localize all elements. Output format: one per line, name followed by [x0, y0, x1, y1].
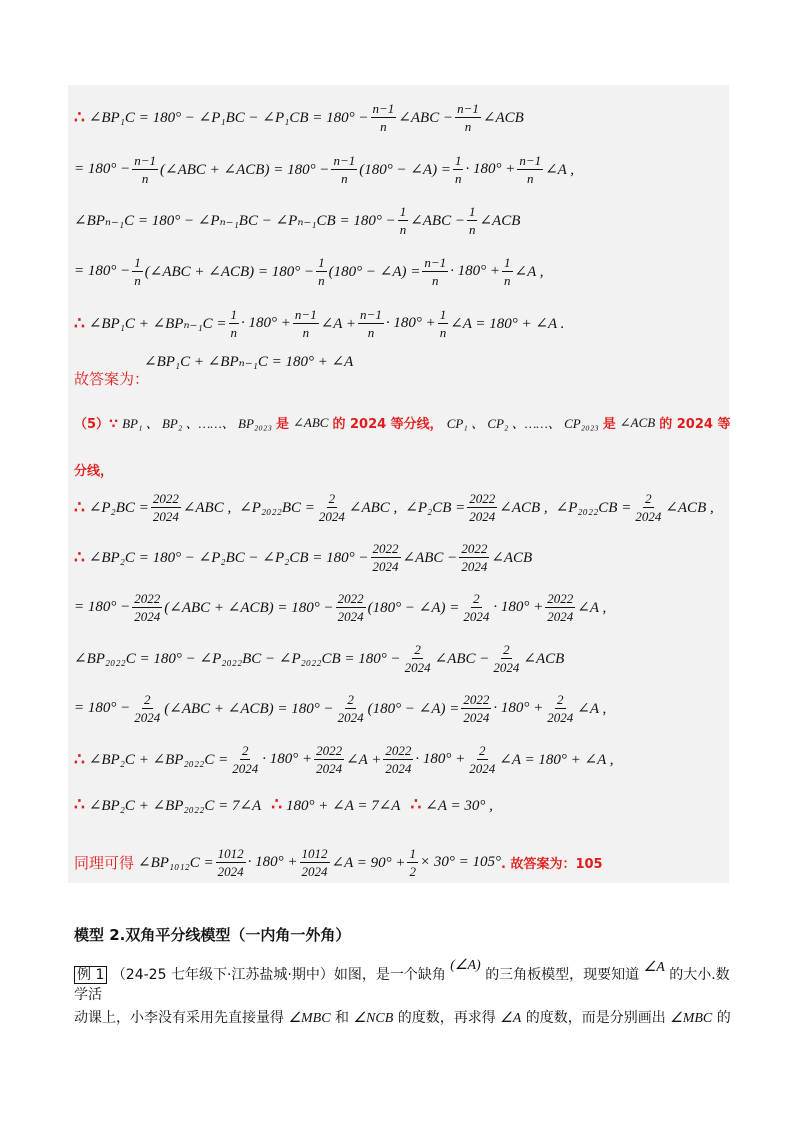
fraction: $\frac{2}{2024}$ — [232, 743, 259, 776]
fraction: $\frac{2022}{2024}$ — [337, 591, 364, 624]
fraction: $\frac{2}{2024}$ — [493, 642, 520, 675]
answer-expr-line: ∠BP₁C + ∠BPₙ₋₁C = 180° + ∠A — [144, 354, 354, 370]
fraction: $\frac{1}{n}$ — [230, 307, 238, 340]
fraction: $\frac{n-1}{n}$ — [372, 101, 395, 134]
eq-line-10: = 180° − $\frac{2022}{2024}$ (∠ABC + ∠ACB) = 180° − $\frac{2022}{2024}$ (180° − ∠A) = $\frac{2}{2024}$ · 180° + $\frac{2022}{2024}$ ∠A , — [74, 591, 607, 624]
fraction: $\frac{2022}{2024}$ — [463, 692, 490, 725]
example-line-1: 例 1 （24-25 七年级下·江苏盐城·期中）如图，是一个缺角 (∠A) 的三角板模型，现要知道 ∠A 的大小.数学活 — [74, 958, 730, 1003]
fraction: $\frac{2}{2024}$ — [134, 692, 161, 725]
fraction: $\frac{1}{n}$ — [454, 153, 462, 186]
fraction: $\frac{1}{n}$ — [399, 204, 407, 237]
fraction: $\frac{n-1}{n}$ — [360, 307, 382, 340]
eq-line-2: = 180° − $\frac{n-1}{n}$ (∠ABC + ∠ACB) = 180° − $\frac{n-1}{n}$ (180° − ∠A) = $\frac{1}{n}$ · 180° + $\frac{n-1}{n}$ ∠A , — [74, 153, 575, 186]
fraction: $\frac{2022}{2024}$ — [372, 541, 399, 574]
eq-line-15: 同理可得 ∠BP₁₀₁₂C = $\frac{1012}{2024}$ · 180° + $\frac{1012}{2024}$ ∠A = 90° + $\frac{1}{2}$ × 30° = 105° . 故答案为：105 — [74, 846, 603, 879]
fraction: $\frac{1}{n}$ — [504, 255, 511, 288]
fraction: $\frac{2022}{2024}$ — [461, 541, 488, 574]
eq-line-3: ∠BPₙ₋₁C = 180° − ∠Pₙ₋₁BC − ∠Pₙ₋₁CB = 180° − $\frac{1}{n}$ ∠ABC − $\frac{1}{n}$ ∠ACB — [74, 204, 521, 237]
fraction: $\frac{2}{2024}$ — [404, 642, 431, 675]
fraction: $\frac{1012}{2024}$ — [217, 846, 244, 879]
fraction: $\frac{2022}{2024}$ — [385, 743, 412, 776]
fraction: $\frac{1}{2}$ — [409, 846, 416, 879]
fraction: $\frac{1012}{2024}$ — [301, 846, 328, 879]
eq-line-1: ∴ ∠BP₁C = 180° − ∠P₁BC − ∠P₁CB = 180° − $\frac{n-1}{n}$ ∠ABC − $\frac{n-1}{n}$ ∠ACB — [74, 101, 524, 134]
fraction: $\frac{2}{2024}$ — [635, 491, 662, 524]
eq-line-5: ∴ ∠BP₁C + ∠BPₙ₋₁C = $\frac{1}{n}$ · 180° + $\frac{n-1}{n}$ ∠A + $\frac{n-1}{n}$ · 180° + $\frac{1}{n}$ ∠A = 180° + ∠A . — [74, 307, 565, 340]
fraction: $\frac{2022}{2024}$ — [316, 743, 343, 776]
eq-line-9: ∴ ∠BP₂C = 180° − ∠P₂BC − ∠P₂CB = 180° − $\frac{2022}{2024}$ ∠ABC − $\frac{2022}{2024}$ ∠ACB — [74, 541, 533, 574]
eq-line-8: ∴ ∠P₂BC = $\frac{2022}{2024}$ ∠ABC , ∠P₂₀₂₂BC = $\frac{2}{2024}$ ∠ABC , ∠P₂CB = $\frac{2022}{2024}$ ∠ACB , ∠P₂₀₂₂CB = $\frac{2}{2024}$ ∠ACB , — [74, 491, 714, 524]
fraction: $\frac{2022}{2024}$ — [469, 491, 496, 524]
fraction: $\frac{1}{n}$ — [134, 255, 141, 288]
fraction: $\frac{n-1}{n}$ — [134, 153, 157, 186]
fraction: $\frac{2022}{2024}$ — [134, 591, 161, 624]
fraction: $\frac{2}{2024}$ — [547, 692, 574, 725]
eq-line-12: = 180° − $\frac{2}{2024}$ (∠ABC + ∠ACB) = 180° − $\frac{2}{2024}$ (180° − ∠A) = $\frac{2022}{2024}$ · 180° + $\frac{2}{2024}$ ∠A , — [74, 692, 607, 725]
answer-label: 故答案为： — [74, 370, 150, 388]
eq-line-14: ∴ ∠BP₂C + ∠BP₂₀₂₂C = 7∠A ∴ 180° + ∠A = 7∠A ∴ ∠A = 30° , — [74, 795, 493, 814]
fraction: $\frac{2022}{2024}$ — [547, 591, 574, 624]
fraction: $\frac{1}{n}$ — [468, 204, 476, 237]
fraction: $\frac{2}{2024}$ — [337, 692, 364, 725]
example-label: 例 1 — [74, 966, 107, 984]
fraction: $\frac{n-1}{n}$ — [424, 255, 447, 288]
fraction: $\frac{n-1}{n}$ — [457, 101, 479, 134]
eq-line-11: ∠BP₂₀₂₂C = 180° − ∠P₂₀₂₂BC − ∠P₂₀₂₂CB = 180° − $\frac{2}{2024}$ ∠ABC − $\frac{2}{2024}$ ∠ACB — [74, 642, 565, 675]
fraction: $\frac{2}{2024}$ — [463, 591, 490, 624]
part5-line: （5）∵ BP₁ 、 BP₂ 、……、 BP₂₀₂₃ 是 ∠ABC 的 2024 等分线， CP₁ 、 CP₂ 、……、 CP₂₀₂₃ 是 ∠ACB 的 2024 等 — [74, 414, 731, 432]
fraction: $\frac{1}{n}$ — [439, 307, 447, 340]
eq-line-13: ∴ ∠BP₂C + ∠BP₂₀₂₂C = $\frac{2}{2024}$ · 180° + $\frac{2022}{2024}$ ∠A + $\frac{2022}{2024}$ · 180° + $\frac{2}{2024}$ ∠A = 180° + ∠A , — [74, 743, 614, 776]
section-title: 模型 2.双角平分线模型（一内角一外角） — [74, 926, 351, 944]
example-line-2: 动课上，小李没有采用先直接量得 ∠MBC 和 ∠NCB 的度数，再求得 ∠A 的度数，而是分别画出 ∠MBC 的 — [74, 1010, 731, 1026]
fraction: $\frac{n-1}{n}$ — [333, 153, 356, 186]
fraction: $\frac{1}{n}$ — [318, 255, 325, 288]
part5-cont: 分线， — [74, 464, 114, 479]
fraction: $\frac{n-1}{n}$ — [519, 153, 542, 186]
fraction: $\frac{n-1}{n}$ — [294, 307, 317, 340]
fraction: $\frac{2}{2024}$ — [318, 491, 345, 524]
eq-line-4: = 180° − $\frac{1}{n}$ (∠ABC + ∠ACB) = 180° − $\frac{1}{n}$ (180° − ∠A) = $\frac{n-1}{n}$ · 180° + $\frac{1}{n}$ ∠A , — [74, 255, 544, 288]
fraction: $\frac{2}{2024}$ — [469, 743, 496, 776]
fraction: $\frac{2022}{2024}$ — [152, 491, 179, 524]
